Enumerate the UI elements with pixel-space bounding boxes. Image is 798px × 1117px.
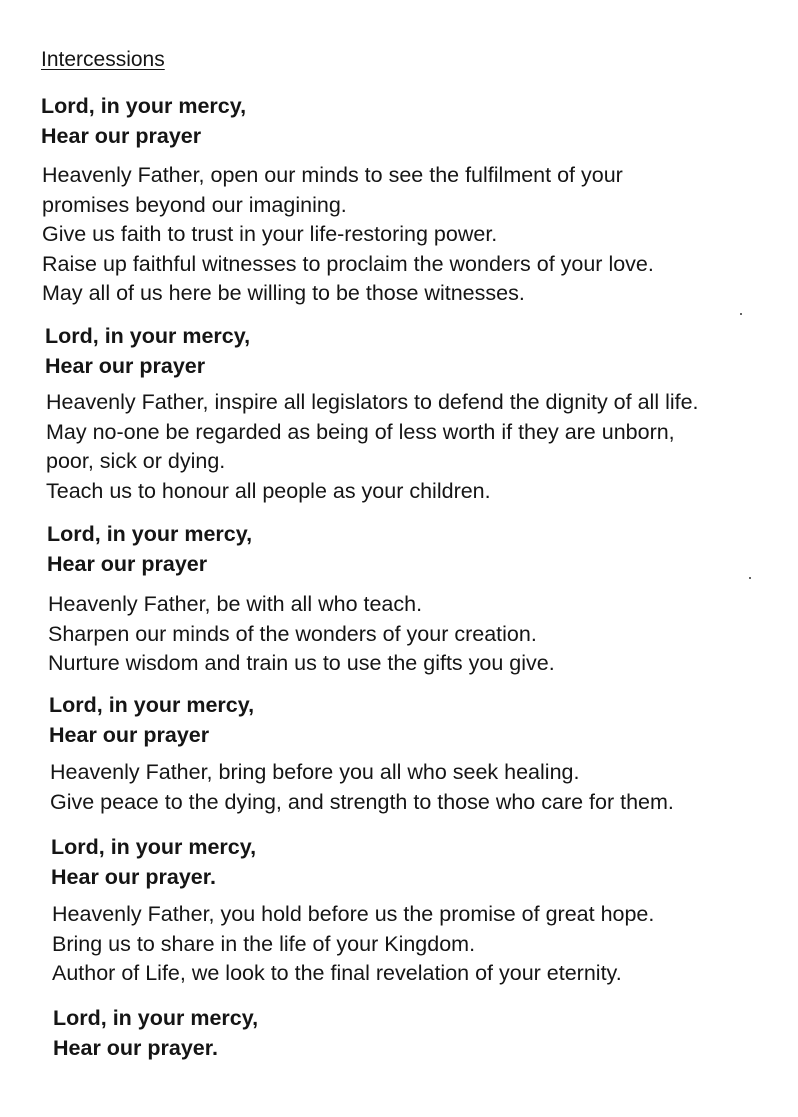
scan-speck [749, 577, 751, 579]
petition-paragraph [52, 900, 654, 989]
petition-paragraph [42, 161, 654, 309]
petition-line: Nurture wisdom and train us to use the gifts you give. [48, 651, 555, 675]
scan-speck [740, 313, 742, 315]
petition-line: Bring us to share in the life of your Kingdom. [52, 931, 476, 956]
petition-paragraph [46, 388, 699, 506]
petition-paragraph [50, 758, 674, 817]
petition-line: poor, sick or dying. [46, 449, 226, 473]
response-line: Hear our prayer [41, 124, 202, 148]
response-line: Hear our prayer [45, 354, 206, 378]
response-line: Lord, in your mercy, [51, 835, 257, 859]
petition-line: Heavenly Father, inspire all legislators to defend the dignity of all life. [46, 390, 699, 414]
petition-line: Heavenly Father, be with all who teach. [48, 592, 423, 616]
petition-line: Raise up faithful witnesses to proclaim the wonders of your love. [42, 251, 654, 276]
petition-paragraph [48, 590, 555, 679]
petition-line: Give us faith to trust in your life-restoring power. [42, 222, 498, 246]
response-line: Hear our prayer [49, 723, 210, 747]
response-line: Lord, in your mercy, [45, 324, 251, 348]
petition-line: Heavenly Father, you hold before us the promise of great hope. [52, 902, 655, 926]
response-block [47, 519, 252, 579]
petition-line: Heavenly Father, bring before you all who seek healing. [50, 760, 580, 784]
response-line: Lord, in your mercy, [47, 522, 253, 546]
response-block [49, 690, 254, 750]
page-title: Intercessions [41, 48, 165, 71]
response-block [53, 1003, 258, 1063]
response-line: Lord, in your mercy, [53, 1006, 259, 1030]
response-block [41, 91, 246, 151]
response-line: Hear our prayer. [53, 1036, 218, 1060]
response-line: Hear our prayer [47, 552, 208, 576]
response-line: Lord, in your mercy, [49, 693, 255, 717]
response-block [45, 321, 250, 381]
petition-line: Author of Life, we look to the final revelation of your eternity. [52, 961, 622, 985]
petition-line: Teach us to honour all people as your children. [46, 478, 491, 503]
response-line: Hear our prayer. [51, 865, 216, 889]
petition-line: Heavenly Father, open our minds to see the fulfilment of your [42, 163, 623, 187]
petition-line: promises beyond our imagining. [42, 192, 347, 217]
petition-line: May no-one be regarded as being of less worth if they are unborn, [46, 419, 675, 444]
response-line: Lord, in your mercy, [41, 94, 247, 118]
petition-line: Sharpen our minds of the wonders of your creation. [48, 621, 537, 646]
petition-line: May all of us here be willing to be those witnesses. [42, 281, 525, 305]
response-block [51, 832, 256, 892]
petition-line: Give peace to the dying, and strength to those who care for them. [50, 789, 674, 814]
